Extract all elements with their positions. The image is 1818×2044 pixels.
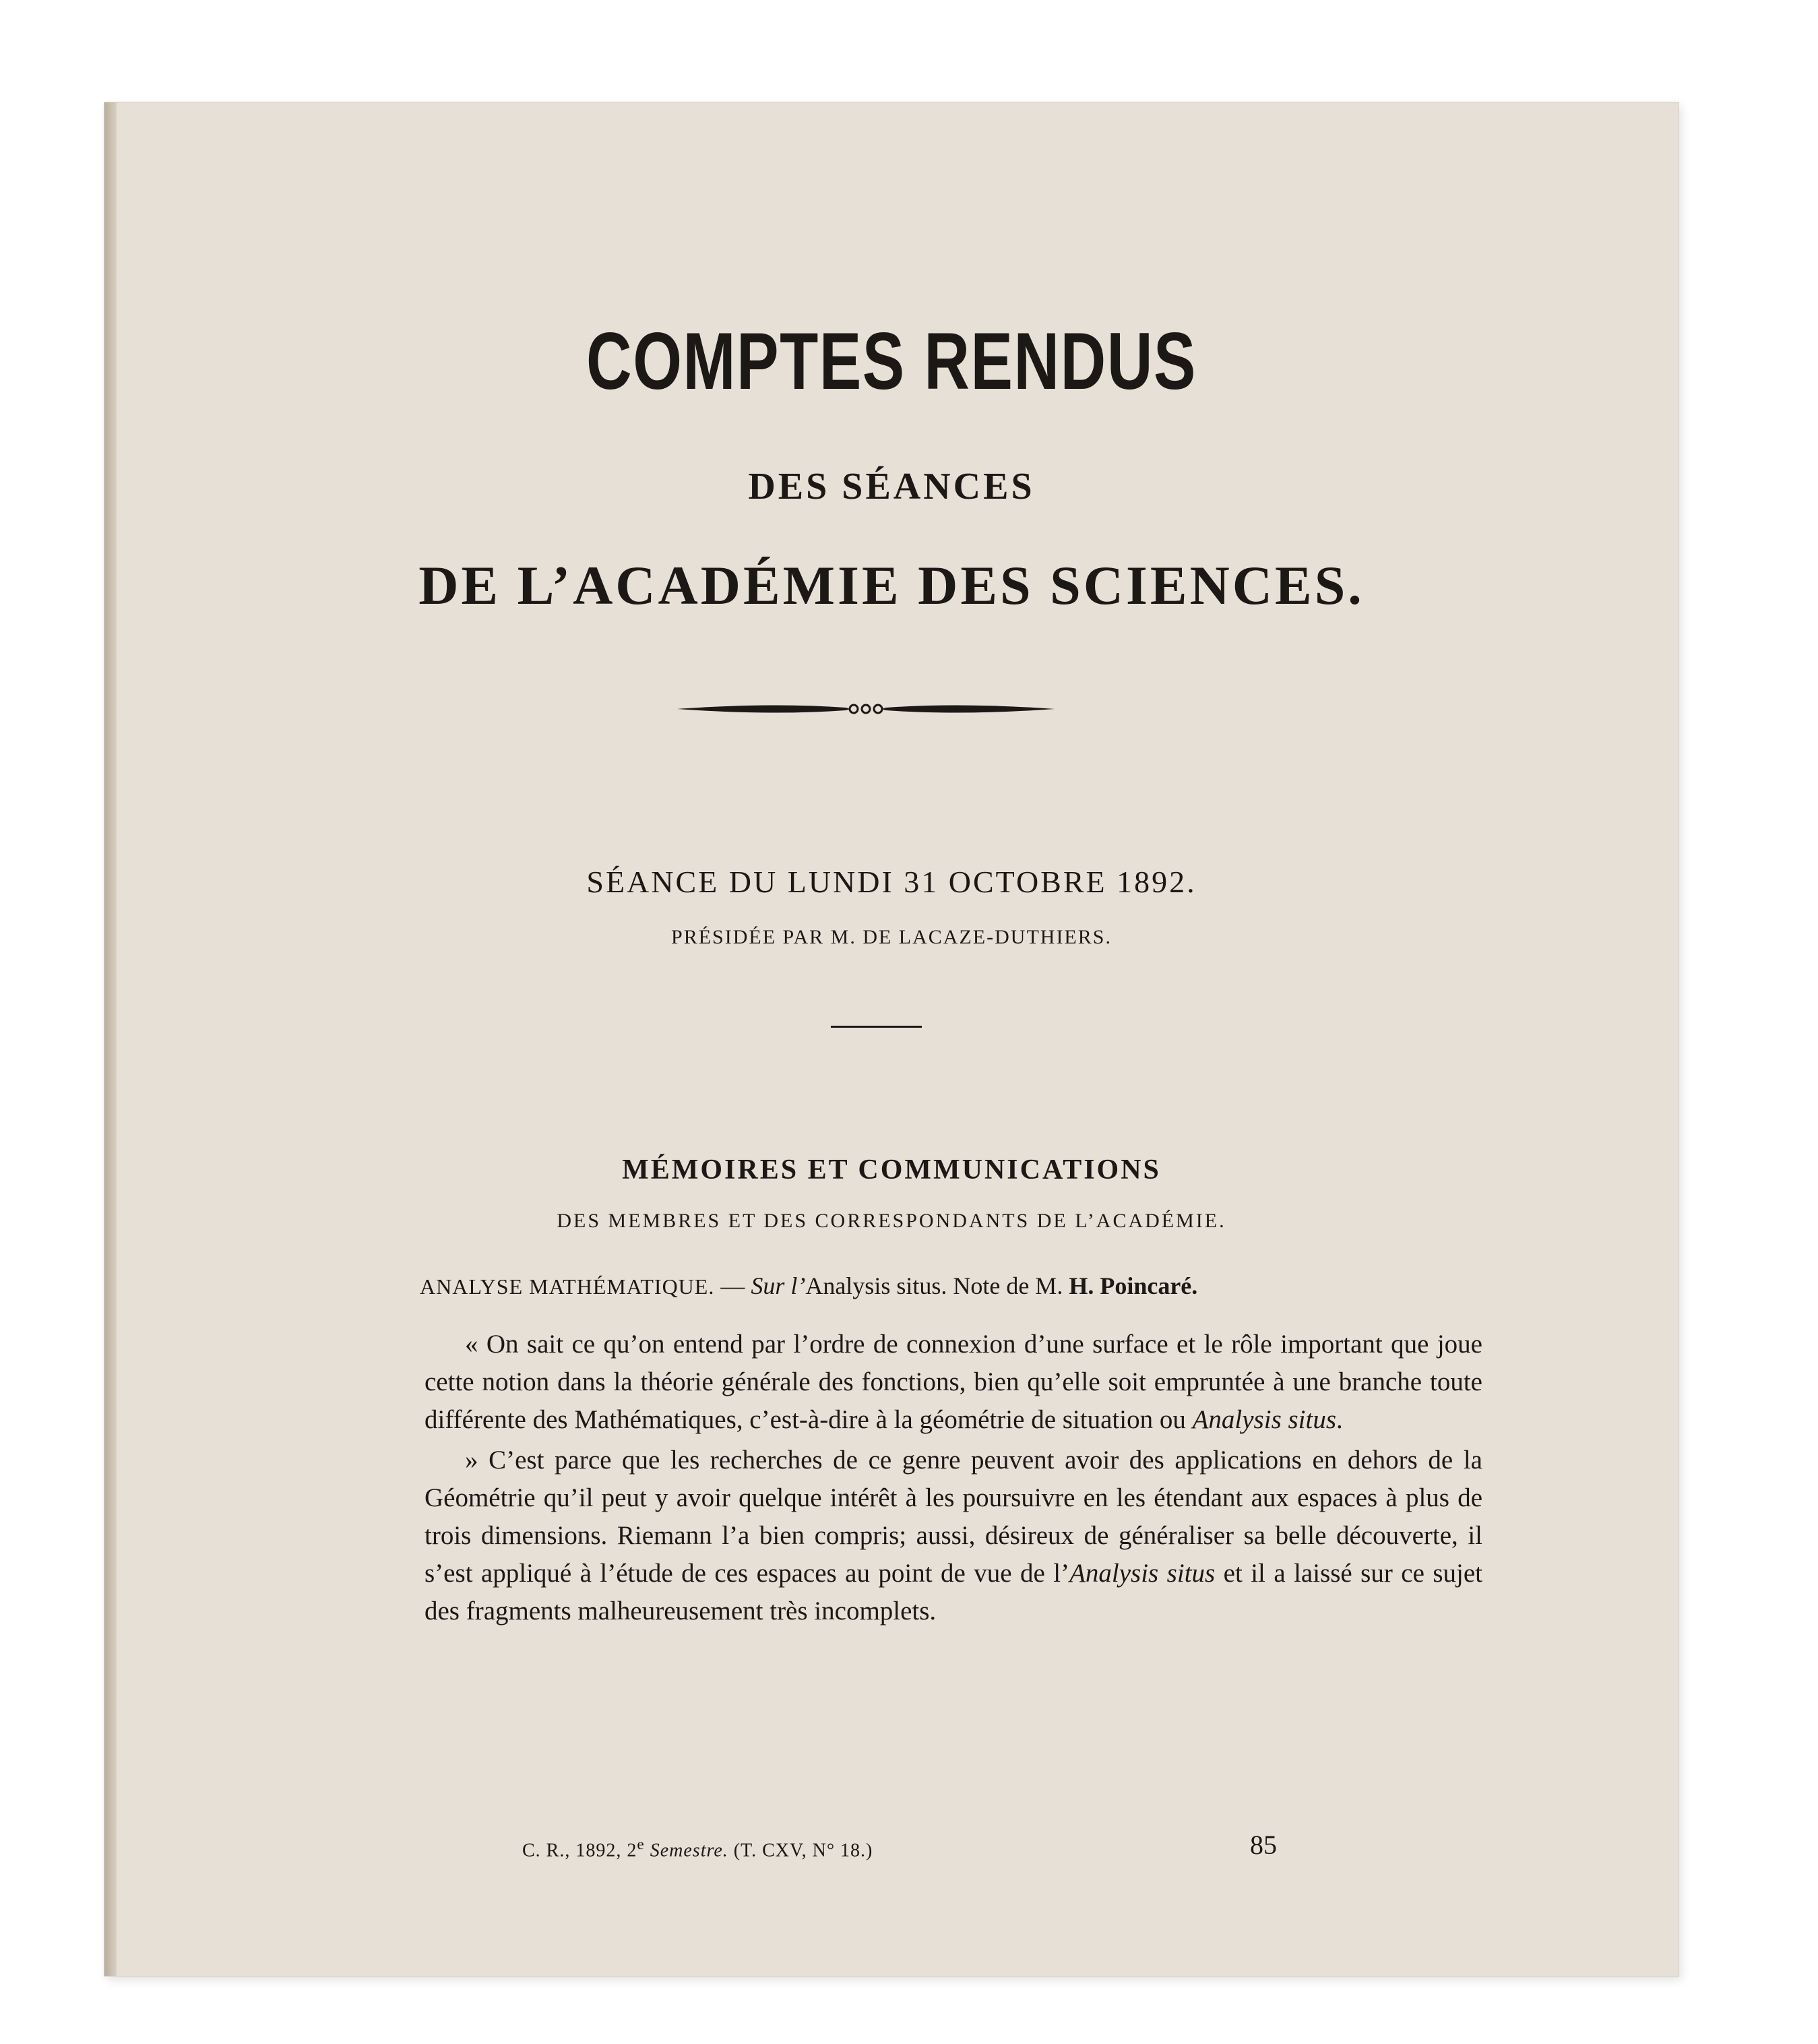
article-body xyxy=(425,1326,1482,1633)
note-dash: — xyxy=(714,1272,751,1299)
footer-ref-italic: Semestre. xyxy=(644,1840,728,1861)
footer-reference xyxy=(522,1836,873,1861)
paragraph-1 xyxy=(425,1326,1482,1439)
section-title: MÉMOIRES ET COMMUNICATIONS xyxy=(622,1154,1161,1185)
paragraph-2-end: et il a laissé sur ce sujet des fragments malheureusement très incomplets. xyxy=(425,1559,1482,1625)
note-heading xyxy=(420,1272,1484,1300)
note-title-prefix: Sur l’ xyxy=(751,1272,806,1299)
paragraph-2-italic: Analysis situs xyxy=(1069,1559,1216,1588)
paragraph-2-text: » C’est parce que les recherches de ce genre peuvent avoir des applications en dehors de la Géométrie qu’il peut y avoir quelque intérêt à les poursuivre en les étendant aux espaces à plus de trois dimensions. Riemann l’a bien compris; aussi, désireux de généraliser sa belle découverte, il s’est appliqué à l’étude de ces espaces au point de vue de l’ xyxy=(425,1446,1482,1588)
journal-title: COMPTES RENDUS xyxy=(586,316,1197,406)
footer-ref-end: (T. CXV, N° 18.) xyxy=(728,1840,873,1861)
footer-ref-sup: e xyxy=(637,1836,645,1853)
journal-subtitle-academie: DE L’ACADÉMIE DES SCIENCES. xyxy=(418,555,1365,616)
paragraph-1-italic: Analysis situs xyxy=(1192,1405,1337,1434)
session-president: PRÉSIDÉE PAR M. DE LACAZE-DUTHIERS. xyxy=(671,926,1112,948)
ornament-divider-icon xyxy=(677,695,1055,722)
short-rule-divider xyxy=(831,1026,922,1028)
paragraph-1-end: . xyxy=(1336,1405,1343,1434)
session-date: SÉANCE DU LUNDI 31 OCTOBRE 1892. xyxy=(586,865,1197,899)
note-discipline: ANALYSE MATHÉMATIQUE. xyxy=(420,1274,715,1299)
note-title-main: Analysis situs. Note de M. xyxy=(805,1272,1069,1299)
journal-subtitle-seances: DES SÉANCES xyxy=(748,466,1035,507)
page-number: 85 xyxy=(1250,1830,1277,1860)
note-author: H. Poincaré. xyxy=(1069,1272,1198,1299)
footer-ref-start: C. R., 1892, 2 xyxy=(522,1840,637,1861)
journal-page xyxy=(104,102,1679,1976)
page-spine-edge xyxy=(104,102,117,1976)
section-subtitle: DES MEMBRES ET DES CORRESPONDANTS DE L’ACADÉMIE. xyxy=(557,1210,1226,1232)
paragraph-1-text: « On sait ce qu’on entend par l’ordre de connexion d’une surface et le rôle important que joue cette notion dans la théorie générale des fonctions, bien qu’elle soit empruntée à une branche toute différente des Mathématiques, c’est-à-dire à la géométrie de situation ou xyxy=(425,1330,1482,1434)
paragraph-2 xyxy=(425,1442,1482,1630)
